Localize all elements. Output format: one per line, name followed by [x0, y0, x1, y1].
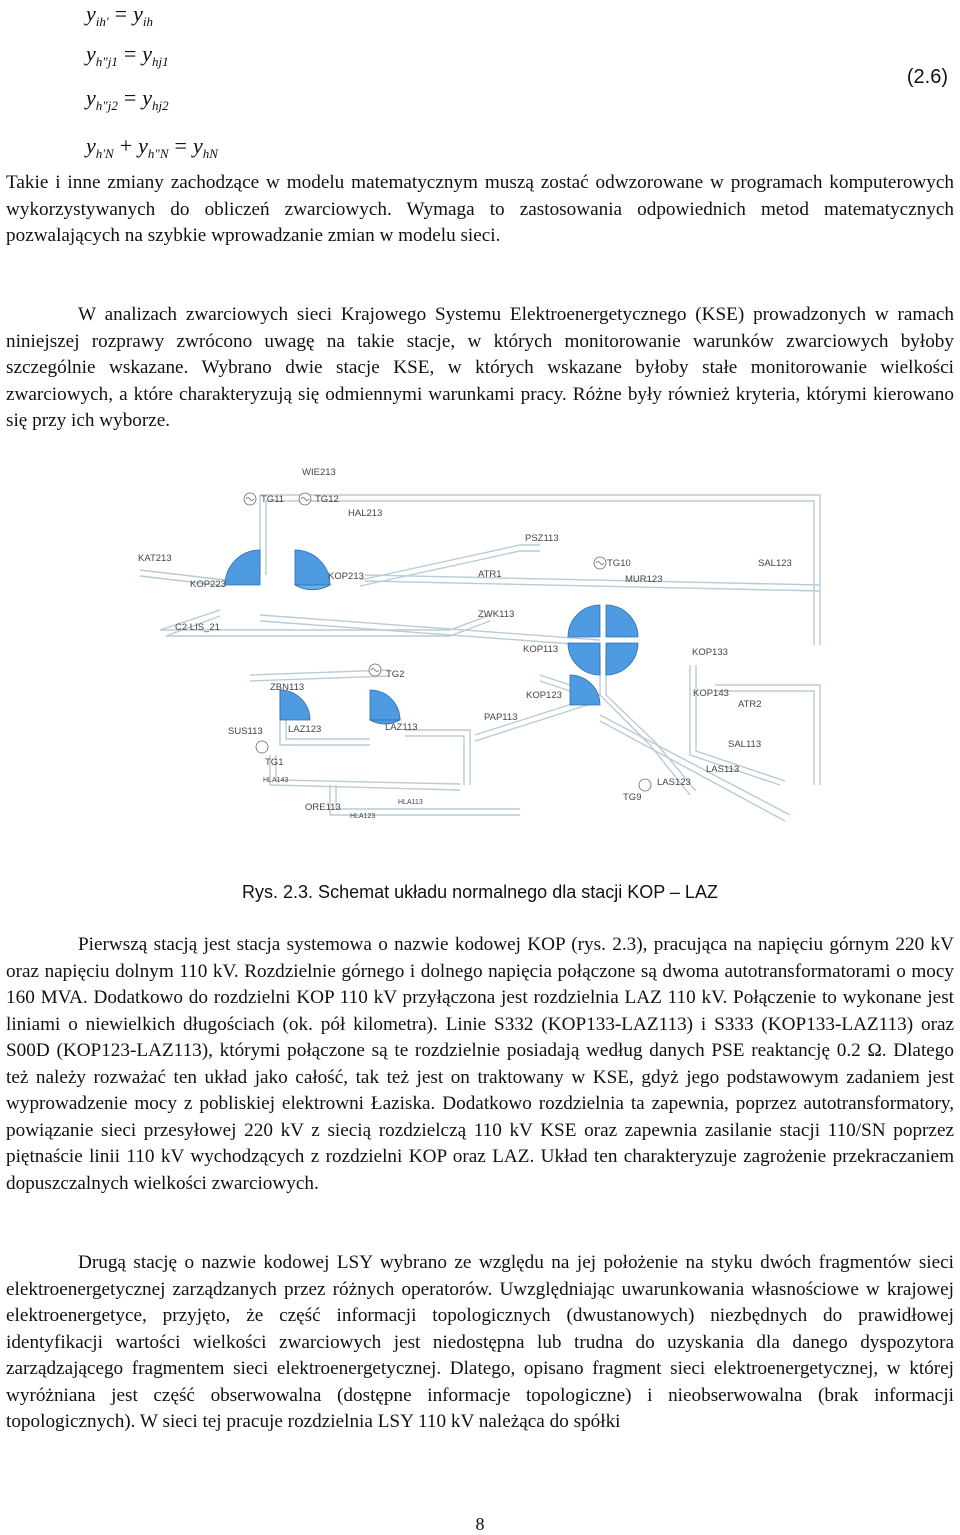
- busbar-kop113: [568, 605, 600, 637]
- busbar-kop123: [568, 643, 600, 675]
- figure-caption: Rys. 2.3. Schemat układu normalnego dla stacji KOP – LAZ: [242, 882, 718, 902]
- label-sal113: SAL113: [728, 739, 762, 750]
- label-tg12: TG12: [315, 494, 339, 505]
- label-mur123: MUR123: [625, 574, 663, 585]
- generator-tg1-icon: [256, 741, 268, 753]
- label-kop123: KOP123: [526, 690, 562, 701]
- label-las123: LAS123: [657, 777, 691, 788]
- label-kop113: KOP113: [523, 644, 559, 655]
- busbar-kop143: [606, 643, 638, 675]
- equation-line-3: [86, 86, 169, 118]
- equation-number: (2.6): [906, 66, 948, 88]
- network-diagram-svg: [130, 455, 830, 875]
- busbar-laz113: [370, 690, 400, 720]
- eq1-equals: =: [114, 1, 128, 26]
- label-hal213: HAL213: [348, 508, 383, 519]
- label-wie213: WIE213: [302, 467, 336, 478]
- eq4-rhs-sub: hN: [202, 146, 218, 161]
- eq4-plus: +: [119, 133, 133, 158]
- label-kop223: KOP223: [190, 579, 226, 590]
- eq3-rhs: y: [142, 85, 153, 110]
- label-zbn113: ZBN113: [270, 682, 305, 693]
- label-ore113: ORE113: [305, 802, 341, 813]
- label-las113: LAS113: [706, 764, 740, 775]
- label-tg2: TG2: [386, 669, 405, 680]
- busbar-kop213: [295, 550, 330, 585]
- label-laz123: LAZ123: [288, 724, 322, 735]
- label-atr1: ATR1: [478, 569, 502, 580]
- generators: [244, 493, 651, 791]
- eq2-rhs-sub: hj1: [152, 54, 169, 69]
- label-kop213: KOP213: [328, 571, 364, 582]
- busbar-kop213-b: [295, 585, 330, 590]
- label-tg11: TG11: [261, 494, 285, 505]
- equation-line-1: [86, 2, 153, 34]
- label-sal123: SAL123: [758, 558, 792, 569]
- eq3-lhs: y: [86, 85, 96, 110]
- eq4-term-a: y: [86, 133, 96, 158]
- label-hla123: HLA123: [350, 813, 376, 820]
- eq3-equals: =: [123, 85, 137, 110]
- busbar-laz123: [280, 690, 310, 720]
- busbar-kop133: [606, 605, 638, 637]
- label-c2lis21: C2 LIS_21: [175, 622, 220, 633]
- label-atr2: ATR2: [738, 699, 762, 710]
- busbar-pap113: [570, 675, 600, 705]
- eq4-term-b-sub: h"N: [147, 146, 169, 161]
- eq1-rhs: y: [133, 1, 143, 26]
- eq1-lhs-sub: ih': [95, 14, 109, 29]
- label-tg9: TG9: [623, 792, 642, 803]
- label-tg1: TG1: [265, 757, 284, 768]
- equation-line-2: [86, 42, 169, 74]
- page-number: 8: [475, 1514, 485, 1534]
- paragraph-3: Pierwszą stacją jest stacja systemowa o nazwie kodowej KOP (rys. 2.3), pracująca na napięciu górnym 220 kV oraz napięciu dolnym 110 kV. Rozdzielnie górnego i dolnego napięcia połączone są dwoma autotransformatorami o mocy 160 MVA. Dodatkowo do rozdzielni KOP 110 kV przyłączona jest rozdzielnia LAZ 110 kV. Połączenie to wykonane jest liniami o niewielkich długościach (ok. pół kilometra). Linie S332 (KOP133-LAZ113) i S333 (KOP133-LAZ113) oraz S00D (KOP123-LAZ113), którymi połączone są te rozdzielnie posiadają według danych PSE reaktancję 0.2 Ω. Dlatego też należy rozważać ten układ jako całość, tak też jest on traktowany w KSE, gdyż jego podstawowym zadaniem jest wyprowadzenie mocy z pobliskiej elektrowni Łaziska. Dodatkowo rozdzielnia ta zapewnia, poprzez autotransformatory, powiązanie sieci przesyłowej 220 kV z siecią rozdzielczą 110 kV KSE oraz zapewnia zasilanie stacji 110/SN poprzez piętnaście linii 110 kV wychodzących z rozdzielni KOP oraz LAZ. Układ ten charakteryzuje zagrożenie przekraczaniem dopuszczalnych wielkości zwarciowych.: [6, 934, 954, 1194]
- label-hla113: HLA113: [398, 799, 423, 806]
- network-diagram: [130, 455, 830, 875]
- eq2-equals: =: [123, 41, 137, 66]
- label-hla143: HLA143: [263, 777, 289, 784]
- diagram-labels: [138, 467, 792, 820]
- eq4-term-a-sub: h'N: [95, 146, 114, 161]
- label-kat213: KAT213: [138, 553, 172, 564]
- label-kop133: KOP133: [692, 647, 728, 658]
- label-kop143: KOP143: [693, 688, 729, 699]
- label-laz113: LAZ113: [385, 722, 418, 733]
- generator-tg9-icon: [639, 779, 651, 791]
- eq3-lhs-sub: h"j2: [95, 98, 118, 113]
- label-tg10: TG10: [607, 558, 631, 569]
- eq2-lhs: y: [86, 41, 96, 66]
- paragraph-4: Drugą stację o nazwie kodowej LSY wybrano ze względu na jej położenie na styku dwóch fragmentów sieci elektroenergetycznej zarządzanych przez różnych operatorów. Uwzględniając uwarunkowania własnościowe w krajowej elektroenergetyce, przyjęto, że część informacji topologicznych (dwustanowych) niezbędnych do prawidłowej identyfikacji wartości wielkości zwarciowych jest niedostępna lub trudna do uzyskania dla danego dyspozytora zarządzającego fragmentem sieci elektroenergetycznej. Dlatego, opisano fragment sieci elektroenergetycznej, w której wyróżniana jest część obserwowalna (dostępne informacje topologiczne) i nieobserwowalna (brak informacji topologicznych). W sieci tej pracuje rozdzielnia LSY 110 kV należąca do spółki: [6, 1252, 954, 1432]
- eq1-lhs: y: [86, 1, 96, 26]
- busbar-kop223: [225, 550, 260, 585]
- equation-line-4: [86, 134, 218, 166]
- label-psz113: PSZ113: [525, 533, 559, 544]
- eq1-rhs-sub: ih: [142, 14, 153, 29]
- eq4-equals: =: [174, 133, 187, 158]
- paragraph-2: W analizach zwarciowych sieci Krajowego Systemu Elektroenergetycznego (KSE) prowadzonych w ramach niniejszej rozprawy zwrócono uwagę na takie stacje, w których monitorowanie warunków zwarciowych byłoby szczególnie wskazane. Wybrano dwie stacje KSE, w których wskazane byłoby stałe monitorowanie wielkości zwarciowych, a które charakteryzują się odmiennymi warunkami pracy. Różne były również kryteria, którymi kierowano się przy ich wyborze.: [6, 304, 954, 431]
- eq4-rhs: y: [192, 133, 203, 158]
- eq4-term-b: y: [138, 133, 148, 158]
- paragraph-1: Takie i inne zmiany zachodzące w modelu matematycznym muszą zostać odwzorowane w programach komputerowych wykorzystywanych do obliczeń zwarciowych. Wymaga to zastosowania odpowiednich metod matematycznych pozwalających na szybkie wprowadzanie zmian w modelu sieci.: [6, 172, 954, 246]
- eq2-rhs: y: [142, 41, 153, 66]
- label-sus113: SUS113: [228, 726, 263, 737]
- eq2-lhs-sub: h"j1: [95, 54, 118, 69]
- eq3-rhs-sub: hj2: [152, 98, 169, 113]
- label-zwk113: ZWK113: [478, 609, 515, 620]
- label-pap113: PAP113: [484, 712, 518, 723]
